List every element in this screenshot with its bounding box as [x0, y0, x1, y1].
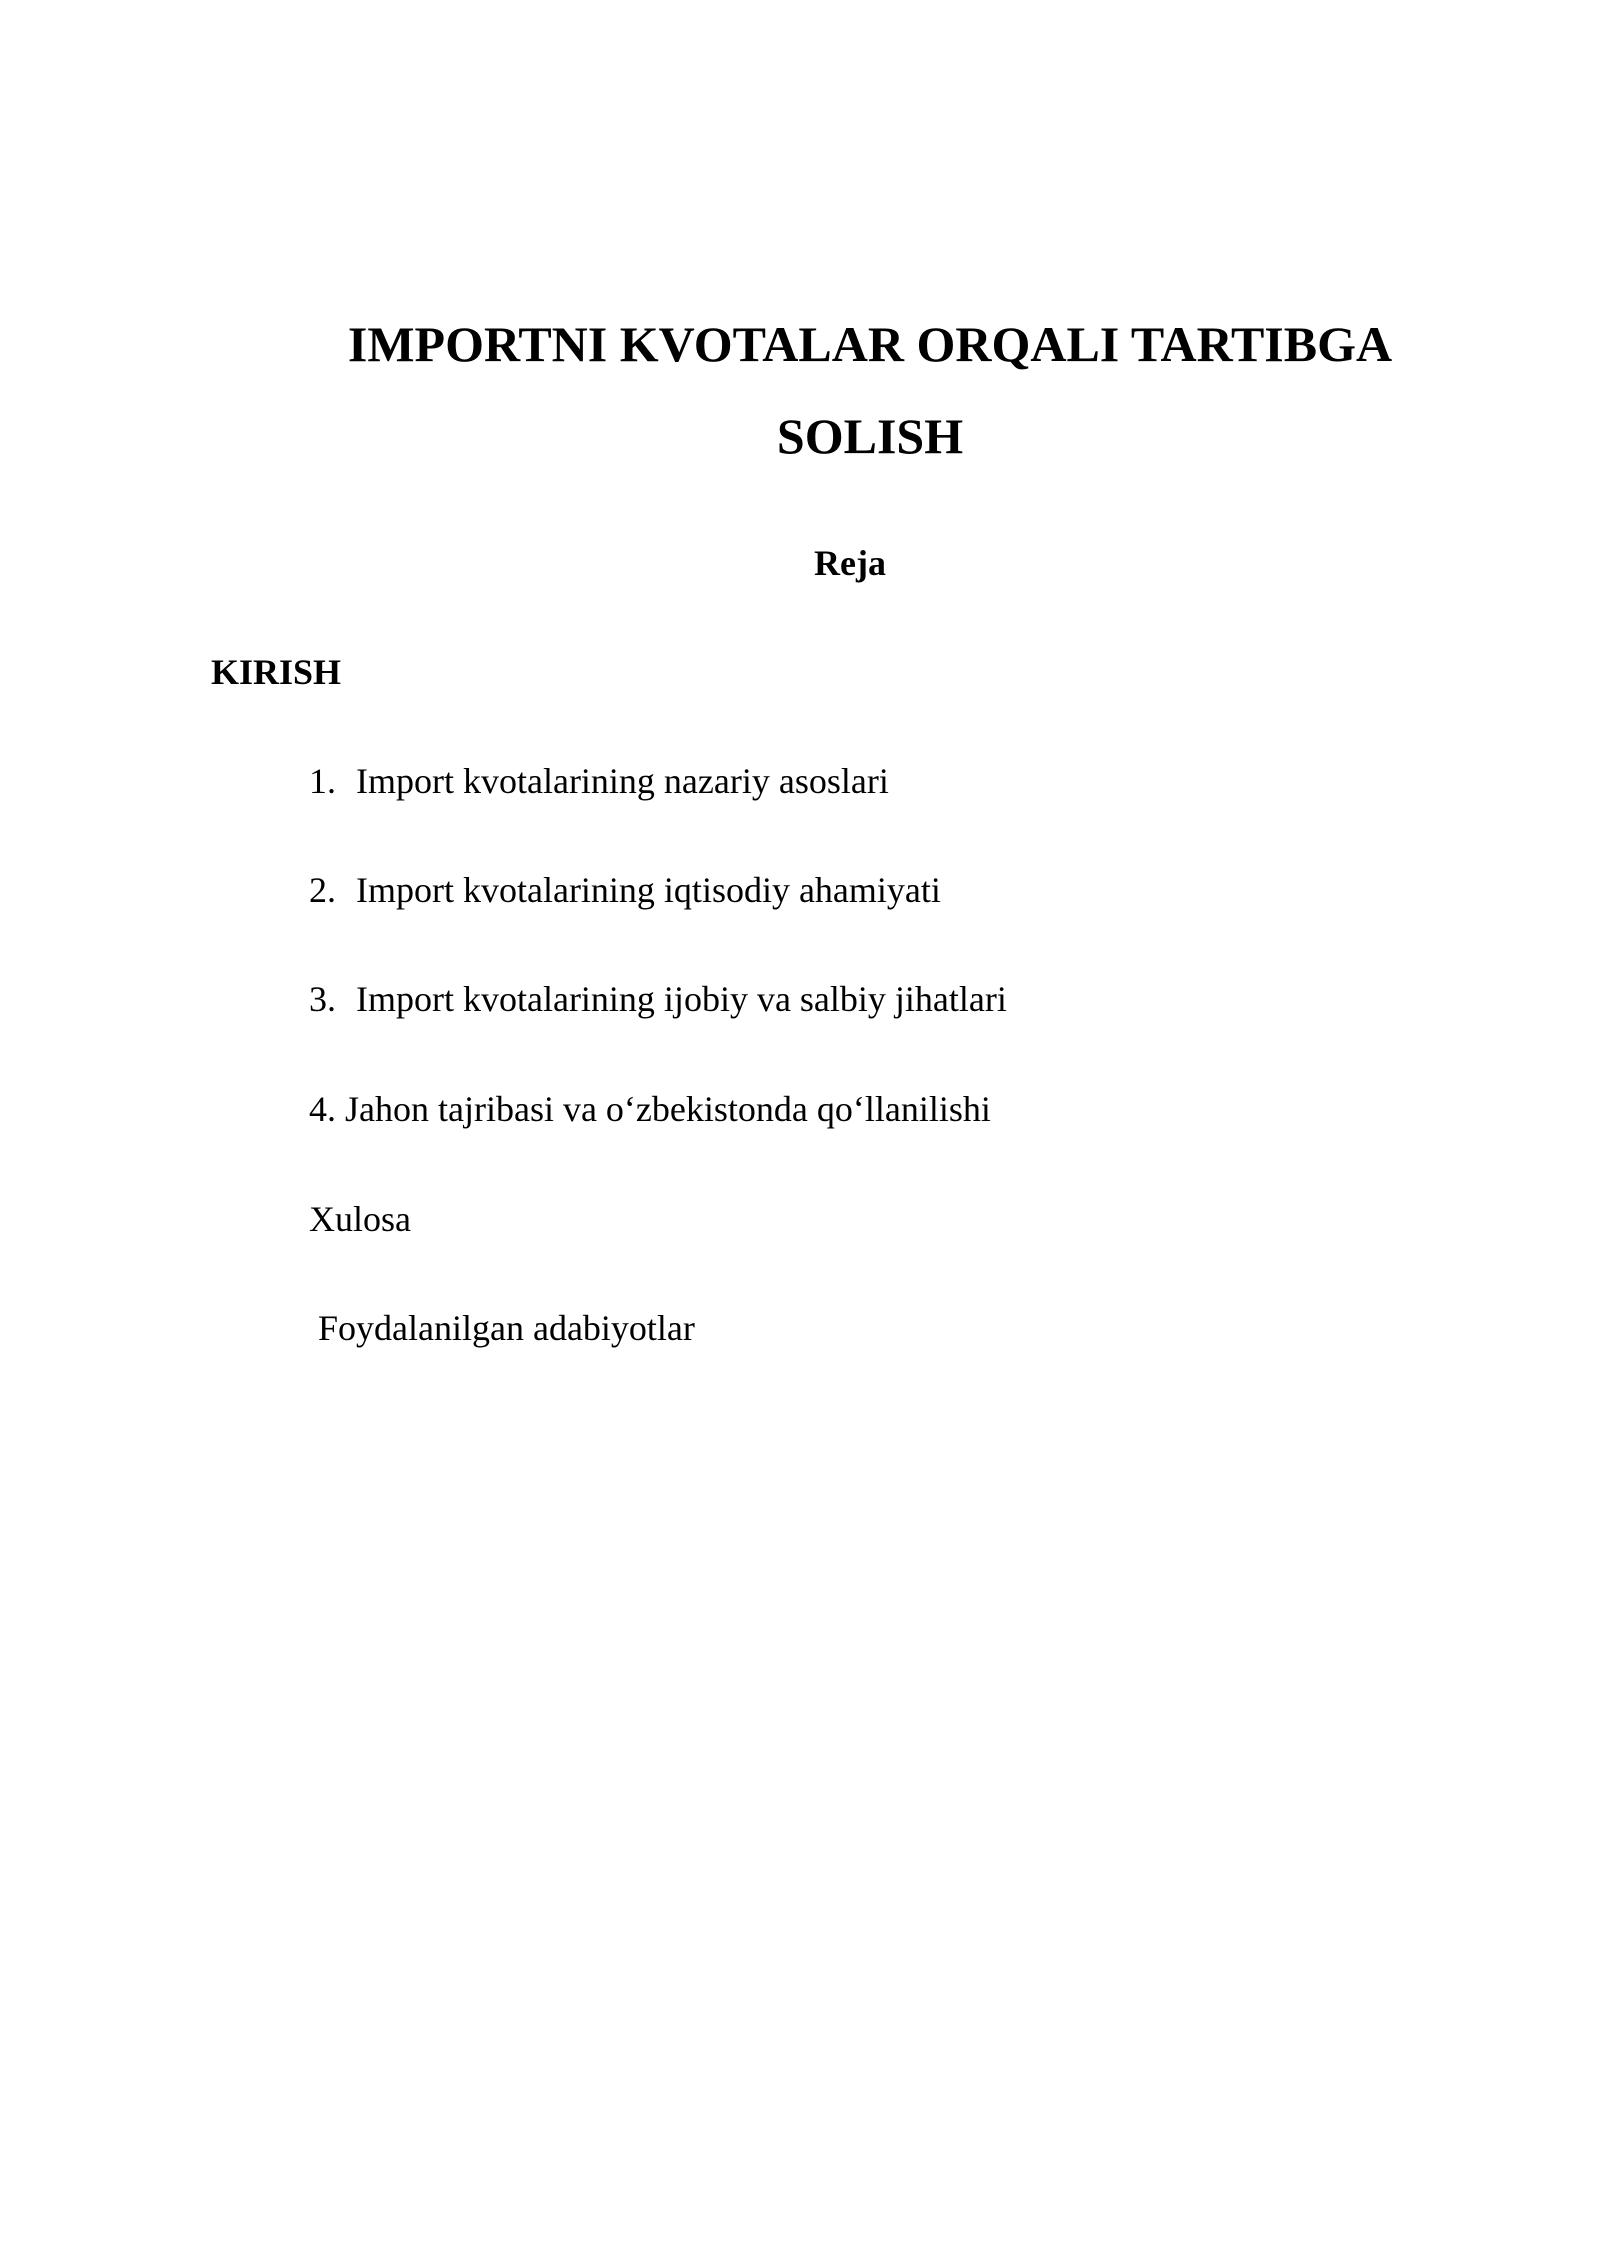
document-title-line-1: IMPORTNI KVOTALAR ORQALI TARTIBGA	[347, 316, 1393, 372]
toc-item	[309, 759, 889, 803]
toc-item-references: Foydalanilgan adabiyotlar	[318, 1308, 695, 1348]
toc-item	[309, 1087, 991, 1131]
intro-heading: KIRISH	[211, 652, 342, 692]
toc-item-text: 4. Jahon tajribasi va o‘zbekistonda qo‘llanilishi	[309, 1089, 991, 1129]
toc-item-text: Import kvotalarining iqtisodiy ahamiyati	[356, 870, 941, 910]
toc-item-number: 2.	[309, 870, 336, 910]
toc-item-conclusion: Xulosa	[309, 1199, 411, 1239]
toc-item	[309, 868, 941, 912]
plan-heading: Reja	[814, 543, 886, 583]
toc-item-text: Import kvotalarining ijobiy va salbiy jihatlari	[356, 979, 1007, 1019]
toc-item-number: 3.	[309, 979, 336, 1019]
document-title-line-2: SOLISH	[776, 408, 964, 464]
toc-item	[309, 977, 1007, 1021]
toc-item-number: 1.	[309, 761, 336, 801]
toc-item-text: Import kvotalarining nazariy asoslari	[356, 761, 889, 801]
